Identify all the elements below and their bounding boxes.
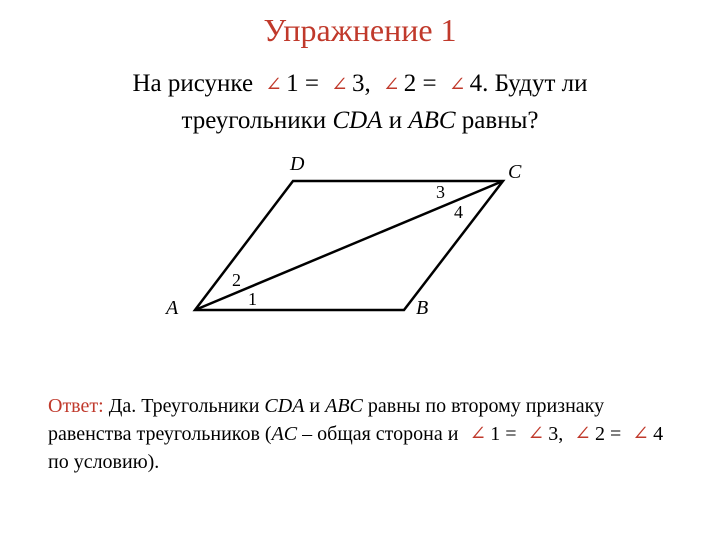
answer-side-ac: AC	[271, 423, 298, 445]
angle-icon: ∠	[331, 74, 348, 96]
question-angle-4: 4. Будут ли	[469, 70, 588, 97]
angle-icon: ∠	[527, 423, 545, 445]
answer-angle-4: 4 по условию).	[48, 423, 664, 473]
parallelogram-figure	[150, 150, 550, 330]
answer-label: Ответ:	[48, 395, 104, 417]
answer-text	[48, 392, 688, 476]
angle-icon: ∠	[632, 423, 650, 445]
question-angle-2: 2 =	[403, 70, 437, 97]
question-line2-end: равны?	[461, 107, 539, 134]
question-line2-start: треугольники	[181, 107, 327, 134]
answer-triangle-cda: CDA	[264, 395, 305, 417]
triangle-abc: ABC	[408, 107, 456, 134]
angle-icon: ∠	[574, 423, 592, 445]
question-intro: На рисунке	[132, 70, 254, 97]
diagonal-ac	[195, 181, 503, 310]
angle-label-1: 1	[248, 289, 257, 309]
angle-icon: ∠	[265, 74, 283, 96]
answer-triangle-abc: ABC	[325, 395, 363, 417]
answer-part3: – общая сторона и	[302, 423, 459, 445]
answer-and: и	[309, 395, 321, 417]
question-angle-1: 1 =	[286, 70, 319, 97]
vertex-label-b: B	[416, 297, 429, 319]
question-text	[60, 66, 660, 138]
answer-part2: равны по второму признаку равенства треугольников (	[48, 395, 605, 445]
angle-label-4: 4	[454, 202, 463, 222]
slide-title: Упражнение 1	[263, 12, 457, 48]
vertex-label-a: A	[166, 297, 179, 319]
question-and: и	[388, 107, 403, 134]
vertex-label-c: C	[508, 161, 522, 183]
angle-icon: ∠	[448, 74, 466, 96]
question-angle-3: 3,	[351, 70, 371, 97]
vertex-label-d: D	[290, 153, 305, 175]
answer-angle-1: 1 =	[490, 423, 517, 445]
answer-angle-3: 3,	[548, 423, 564, 445]
answer-part1: Да. Треугольники	[108, 395, 260, 417]
answer-angle-2: 2 =	[595, 423, 622, 445]
angle-label-3: 3	[436, 182, 445, 202]
angle-label-2: 2	[232, 270, 241, 290]
triangle-cda: CDA	[332, 107, 383, 134]
angle-icon: ∠	[382, 74, 400, 96]
angle-icon: ∠	[469, 423, 487, 445]
